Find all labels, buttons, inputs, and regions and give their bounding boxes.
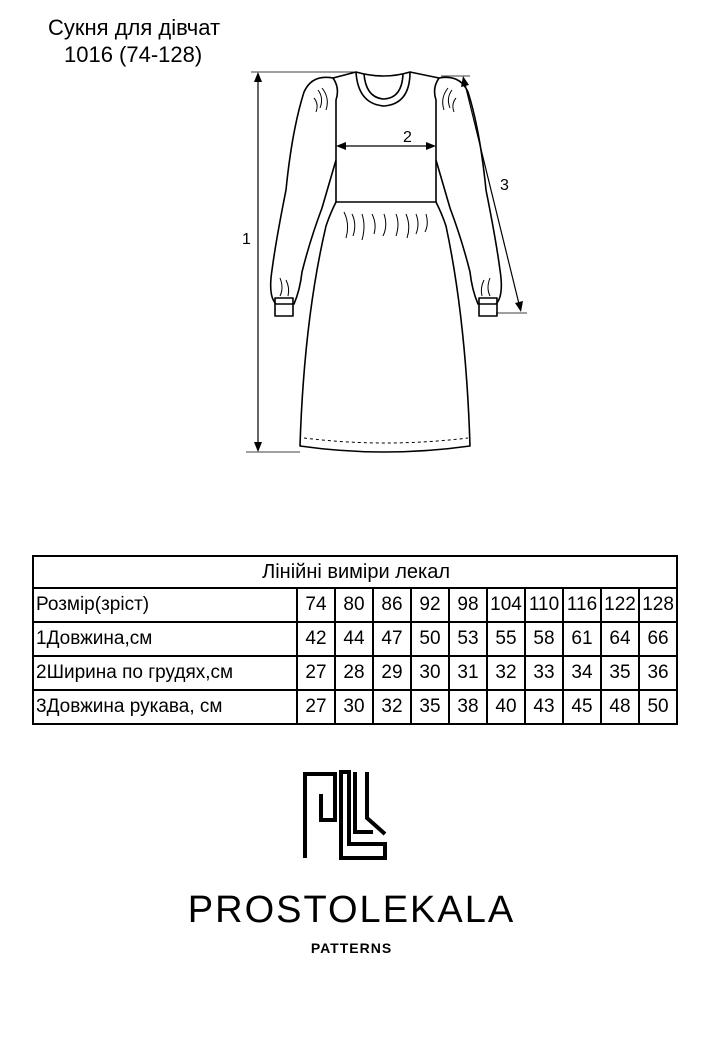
- size-cell: 104: [487, 588, 525, 622]
- value-cell: 53: [449, 622, 487, 656]
- value-cell: 43: [525, 690, 563, 724]
- size-cell: 128: [639, 588, 677, 622]
- value-cell: 33: [525, 656, 563, 690]
- length-dimension-label: 1: [242, 231, 251, 248]
- size-cell: 74: [297, 588, 335, 622]
- value-cell: 66: [639, 622, 677, 656]
- brand-tagline: PATTERNS: [310, 940, 393, 956]
- table-row: [33, 656, 677, 690]
- value-cell: 30: [335, 690, 373, 724]
- table-row: [33, 622, 677, 656]
- value-cell: 50: [639, 690, 677, 724]
- value-cell: 55: [487, 622, 525, 656]
- value-cell: 27: [297, 690, 335, 724]
- title-line-2: 1016 (74-128): [64, 42, 203, 67]
- sizes-row: [33, 588, 677, 622]
- value-cell: 36: [639, 656, 677, 690]
- table-heading: Лінійні виміри лекал: [33, 556, 677, 588]
- value-cell: 48: [601, 690, 639, 724]
- table-row: [33, 690, 677, 724]
- row-label: 2Ширина по грудях,см: [33, 656, 297, 690]
- size-cell: 80: [335, 588, 373, 622]
- size-cell: 110: [525, 588, 563, 622]
- value-cell: 40: [487, 690, 525, 724]
- value-cell: 27: [297, 656, 335, 690]
- size-label: Розмір(зріст): [33, 588, 297, 622]
- size-cell: 122: [601, 588, 639, 622]
- value-cell: 50: [411, 622, 449, 656]
- size-cell: 116: [563, 588, 601, 622]
- value-cell: 45: [563, 690, 601, 724]
- size-cell: 98: [449, 588, 487, 622]
- value-cell: 42: [297, 622, 335, 656]
- value-cell: 64: [601, 622, 639, 656]
- row-label: 3Довжина рукава, см: [33, 690, 297, 724]
- size-cell: 86: [373, 588, 411, 622]
- value-cell: 44: [335, 622, 373, 656]
- pattern-title: [48, 14, 220, 68]
- value-cell: 29: [373, 656, 411, 690]
- value-cell: 28: [335, 656, 373, 690]
- value-cell: 31: [449, 656, 487, 690]
- title-line-1: Сукня для дівчат: [48, 15, 221, 40]
- measurements-table: [32, 555, 678, 725]
- value-cell: 35: [601, 656, 639, 690]
- value-cell: 32: [373, 690, 411, 724]
- sleeve-dimension-label: 3: [500, 177, 509, 194]
- value-cell: 58: [525, 622, 563, 656]
- value-cell: 34: [563, 656, 601, 690]
- size-cell: 92: [411, 588, 449, 622]
- value-cell: 47: [373, 622, 411, 656]
- chest-dimension-label: 2: [403, 129, 412, 146]
- table-heading-row: [33, 556, 677, 588]
- value-cell: 61: [563, 622, 601, 656]
- row-label: 1Довжина,см: [33, 622, 297, 656]
- value-cell: 35: [411, 690, 449, 724]
- dress-sketch: [230, 60, 540, 470]
- value-cell: 38: [449, 690, 487, 724]
- brand-name: PROSTOLEKALA: [187, 889, 516, 931]
- value-cell: 32: [487, 656, 525, 690]
- brand-logo-icon: [301, 770, 389, 860]
- value-cell: 30: [411, 656, 449, 690]
